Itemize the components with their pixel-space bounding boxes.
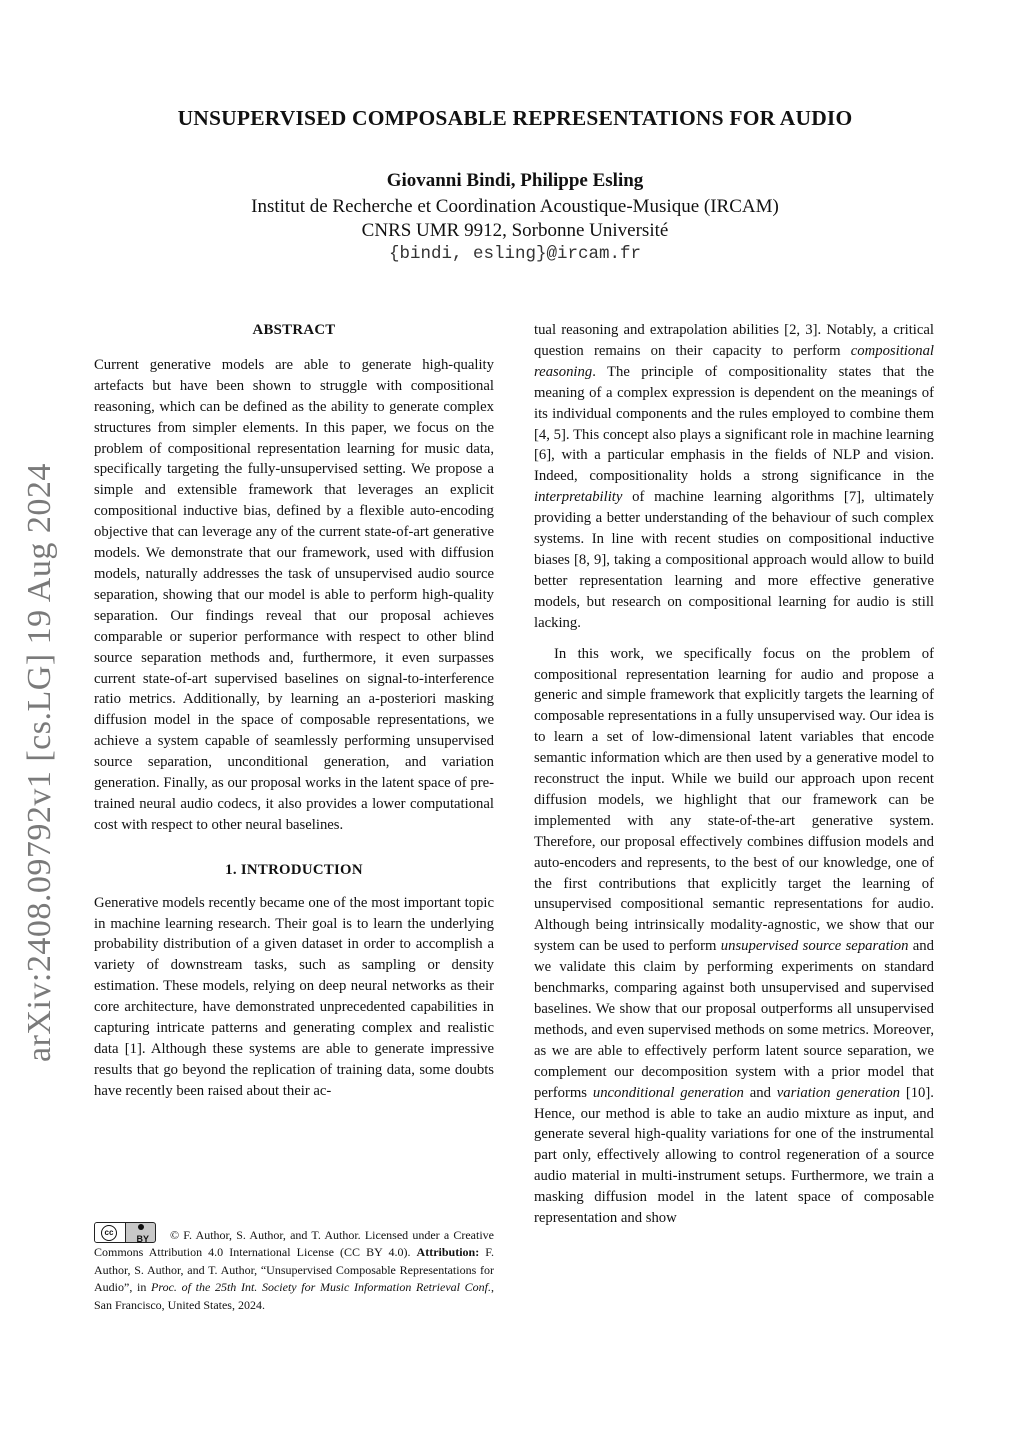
- emphasis-variation-generation: variation generation: [776, 1084, 901, 1101]
- paper-title: UNSUPERVISED COMPOSABLE REPRESENTATIONS FOR AUDIO: [177, 106, 853, 130]
- introduction-paragraph-1: Generative models recently became one of the most important topic in machine learning research. Their goal is to learn the underlying probability distribution of a given dataset in order to accomplish a variety of downstream tasks, such as sampling or density estimation. These models, relying on deep neural networks as their core architecture, have demonstrated unprecedented capabilities in capturing intricate patterns and generating complex and realistic data [1]. Although these systems are able to generate impressive results that go beyond the replication of training data, some doubts have recently been raised about their ac-: [94, 894, 494, 1099]
- cc-icon: cc: [101, 1225, 117, 1241]
- emphasis-unsupervised-source-separation: unsupervised source separation: [720, 938, 909, 955]
- introduction-heading: 1. INTRODUCTION: [225, 861, 363, 878]
- cc-by-license-badge[interactable]: [94, 1222, 156, 1243]
- right-column: [534, 320, 934, 1229]
- text-run: In this work, we specifically focus on the problem of compositional representation learning for audio and propose a generic and simple framework that explicitly targets the learning of composable representations in a fully unsupervised way. Our idea is to learn a set of low-dimensional latent variables that encode semantic information which are then used by a generative model to reconstruct the input. While we build our approach upon recent diffusion models, we highlight that our framework can be implemented with any state-of-the-art generative system. Therefore, our proposal effectively combines diffusion models and auto-encoders and represents, to the best of our knowledge, one of the first contributions that explicitly target the learning of unsupervised compositional semantic representations for audio. Although being intrinsically modality-agnostic, we show that our system can be used to perform: [534, 645, 934, 955]
- affiliation-line-1: Institut de Recherche et Coordination Acoustique-Musique (IRCAM): [251, 196, 779, 217]
- text-run: and we validate this claim by performing experiments on standard benchmarks, comparing against both unsupervised and supervised baselines. We show that our proposal outperforms all unsupervised methods, and even supervised methods on some metrics. Moreover, as we are able to effectively perform latent source separation, we complement our decomposition system with a prior model that performs: [534, 938, 934, 1101]
- emphasis-unconditional-generation: unconditional generation: [592, 1084, 744, 1101]
- arxiv-identifier-stamp[interactable]: arXiv:2408.09792v1 [cs.LG] 19 Aug 2024: [21, 463, 58, 1062]
- by-label: BY: [136, 1234, 149, 1243]
- attribution-text-end: , San Francisco, United States, 2024.: [94, 1280, 494, 1312]
- author-email[interactable]: {bindi, esling}@ircam.fr: [388, 244, 642, 264]
- author-names: Giovanni Bindi, Philippe Esling: [386, 170, 644, 191]
- abstract-text: Current generative models are able to generate high-quality artefacts but have been shown to struggle with compositional reasoning, which can be defined as the ability to generate complex structures from simpler elements. In this paper, we focus on the problem of compositional representation learning for music data, specifically targeting the fully-unsupervised setting. We propose a simple and extensible framework that leverages an explicit compositional inductive bias, defined by a flexible auto-encoding objective that can leverage any of the current state-of-art generative models. We demonstrate that our framework, used with diffusion models, naturally addresses the task of unsupervised audio source separation, showing that our model is able to perform high-quality separation. Our findings reveal that our proposal achieves comparable or superior performance with respect to other blind source separation methods and, furthermore, it even surpasses current state-of-art supervised baselines on signal-to-interference ratio metrics. Additionally, by learning an a-posteriori masking diffusion model in the space of composable representations, we achieve a system capable of seamlessly performing unsupervised source separation, unconditional generation, and variation generation. Finally, as our proposal works in the latent space of pre-trained neural audio codecs, it also provides a lower computational cost with respect to other neural baselines.: [94, 356, 494, 833]
- abstract-heading: ABSTRACT: [252, 322, 336, 338]
- attribution-person-icon: [138, 1224, 144, 1230]
- emphasis-interpretability: interpretability: [534, 489, 623, 506]
- left-column: [94, 320, 494, 1102]
- attribution-text: F. Author, S. Author, and T. Author, “Unsupervised Composable Representations for Audio”, in: [94, 1245, 495, 1295]
- text-run: and: [743, 1084, 777, 1101]
- text-run: tual reasoning and extrapolation abilities [2, 3]. Notably, a critical question remains on their capacity to perform: [534, 322, 934, 359]
- conference-name: Proc. of the 25th Int. Society for Music Information Retrieval Conf.: [151, 1280, 491, 1295]
- copyright-notice: © F. Author, S. Author, and T. Author. Licensed under a Creative Commons Attribution 4.0 International License (CC BY 4.0).: [94, 1228, 494, 1260]
- text-run: . The principle of compositionality states that the meaning of a complex expression is dependent on the meanings of its individual components and the rules employed to combine them [4, 5]. This concept also plays a significant role in machine learning [6], with a particular emphasis in the fields of NLP and vision. Indeed, compositionality holds a strong significance in the: [534, 363, 934, 485]
- text-run: of machine learning algorithms [7], ultimately providing a better understanding of the behaviour of such complex systems. In line with recent studies on compositional inductive biases [8, 9], taking a compositional approach would allow to build better representation learning and more effective generative models, but research on compositional learning for audio is still lacking.: [534, 489, 934, 631]
- introduction-paragraph-1-continued: [534, 320, 934, 634]
- emphasis-compositional-reasoning: compositional reasoning: [534, 342, 934, 380]
- license-footnote: [94, 1222, 494, 1314]
- text-run: [10]. Hence, our method is able to take an audio mixture as input, and generate several high-quality variations for one of the instrumental part only, effectively allowing to control regeneration of a source audio material in multi-instrument setups. Furthermore, we train a masking diffusion model in the latent space of composable representation and show: [534, 1084, 934, 1227]
- affiliation-line-2: CNRS UMR 9912, Sorbonne Université: [361, 220, 669, 241]
- attribution-label: Attribution:: [416, 1245, 480, 1260]
- introduction-paragraph-2: [534, 644, 934, 1229]
